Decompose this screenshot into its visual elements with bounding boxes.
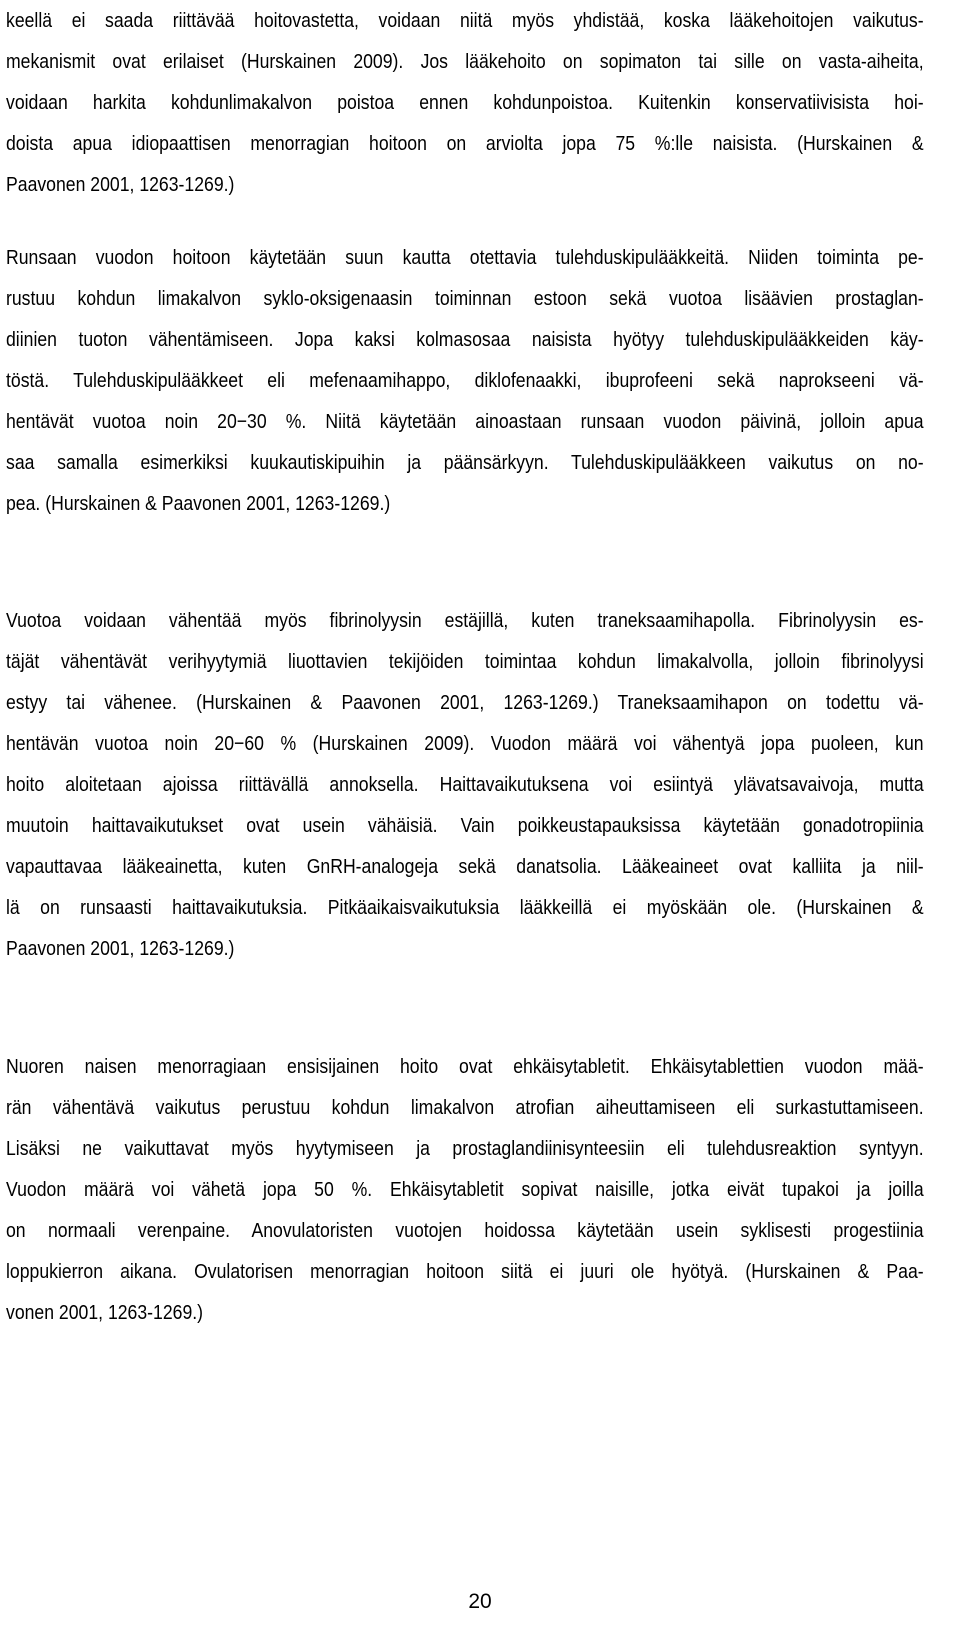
text-line: Runsaan vuodon hoitoon käytetään suun kautta otettavia tulehduskipulääkkeitä. Niiden toiminta pe-: [6, 246, 924, 269]
text-line: hentävät vuotoa noin 20−30 %. Niitä käytetään ainoastaan runsaan vuodon päivinä, jolloin apua: [6, 410, 924, 433]
text-line: diinien tuoton vähentämiseen. Jopa kaksi kolmasosaa naisista hyötyy tulehduskipulääkkeiden käy-: [6, 328, 924, 351]
text-line: täjät vähentävät verihyytymiä liuottavien tekijöiden toimintaa kohdun limakalvolla, jolloin fibrinolyysi: [6, 650, 924, 673]
text-line: vonen 2001, 1263-1269.): [6, 1301, 204, 1324]
text-line: doista apua idiopaattisen menorragian hoitoon on arviolta jopa 75 %:lle naisista. (Hurskainen &: [6, 132, 924, 155]
text-line: hentävän vuotoa noin 20−60 % (Hurskainen 2009). Vuodon määrä voi vähentyä jopa puoleen, kun: [6, 732, 924, 755]
paragraph-3: [6, 600, 960, 969]
text-line: voidaan harkita kohdunlimakalvon poistoa ennen kohdunpoistoa. Kuitenkin konservatiivisista hoi-: [6, 91, 924, 114]
text-line: pea. (Hurskainen & Paavonen 2001, 1263-1269.): [6, 492, 391, 515]
text-line: on normaali verenpaine. Anovulatoristen vuotojen hoidossa käytetään usein syklisesti progestiinia: [6, 1219, 924, 1242]
text-line: rustuu kohdun limakalvon syklo-oksigenaasin toiminnan estoon sekä vuotoa lisäävien prostaglan-: [6, 287, 924, 310]
text-line: keellä ei saada riittävää hoitovastetta, voidaan niitä myös yhdistää, koska lääkehoitojen vaikutus-: [6, 9, 924, 32]
text-line: Vuotoa voidaan vähentää myös fibrinolyysin estäjillä, kuten traneksaamihapolla. Fibrinolyysin es-: [6, 609, 924, 632]
paragraph-2: [6, 237, 960, 524]
text-line: Paavonen 2001, 1263-1269.): [6, 937, 235, 960]
page-number: 20: [468, 1590, 492, 1613]
text-line: töstä. Tulehduskipulääkkeet eli mefenaamihappo, diklofenaakki, ibuprofeeni sekä naprokseeni vä-: [6, 369, 924, 392]
text-line: Vuodon määrä voi vähetä jopa 50 %. Ehkäisytabletit sopivat naisille, jotka eivät tupakoi ja joilla: [6, 1178, 924, 1201]
text-line: loppukierron aikana. Ovulatorisen menorragian hoitoon siitä ei juuri ole hyötyä. (Hurskainen & Paa-: [6, 1260, 924, 1283]
text-line: Paavonen 2001, 1263-1269.): [6, 173, 235, 196]
text-line: mekanismit ovat erilaiset (Hurskainen 2009). Jos lääkehoito on sopimaton tai sille on vasta-aiheita,: [6, 50, 924, 73]
paragraph-1: [6, 0, 960, 205]
paragraph-4: [6, 1046, 960, 1333]
text-line: saa samalla esimerkiksi kuukautiskipuihin ja päänsärkyyn. Tulehduskipulääkkeen vaikutus on no-: [6, 451, 924, 474]
text-line: muutoin haittavaikutukset ovat usein vähäisiä. Vain poikkeustapauksissa käytetään gonadotropiinia: [6, 814, 924, 837]
text-line: estyy tai vähenee. (Hurskainen & Paavonen 2001, 1263-1269.) Traneksaamihapon on todettu vä-: [6, 691, 924, 714]
text-line: rän vähentävä vaikutus perustuu kohdun limakalvon atrofian aiheuttamiseen eli surkastuttamiseen.: [6, 1096, 924, 1119]
text-line: lä on runsaasti haittavaikutuksia. Pitkäaikaisvaikutuksia lääkkeillä ei myöskään ole. (Hurskainen &: [6, 896, 924, 919]
text-line: hoito aloitetaan ajoissa riittävällä annoksella. Haittavaikutuksena voi esiintyä ylävatsavaivoja, mutta: [6, 773, 924, 796]
text-line: Lisäksi ne vaikuttavat myös hyytymiseen ja prostaglandiinisynteesiin eli tulehdusreaktion syntyyn.: [6, 1137, 924, 1160]
text-line: vapauttavaa lääkeainetta, kuten GnRH-analogeja sekä danatsolia. Lääkeaineet ovat kalliita ja niil-: [6, 855, 924, 878]
text-line: Nuoren naisen menorragiaan ensisijainen hoito ovat ehkäisytabletit. Ehkäisytablettien vuodon mää-: [6, 1055, 924, 1078]
